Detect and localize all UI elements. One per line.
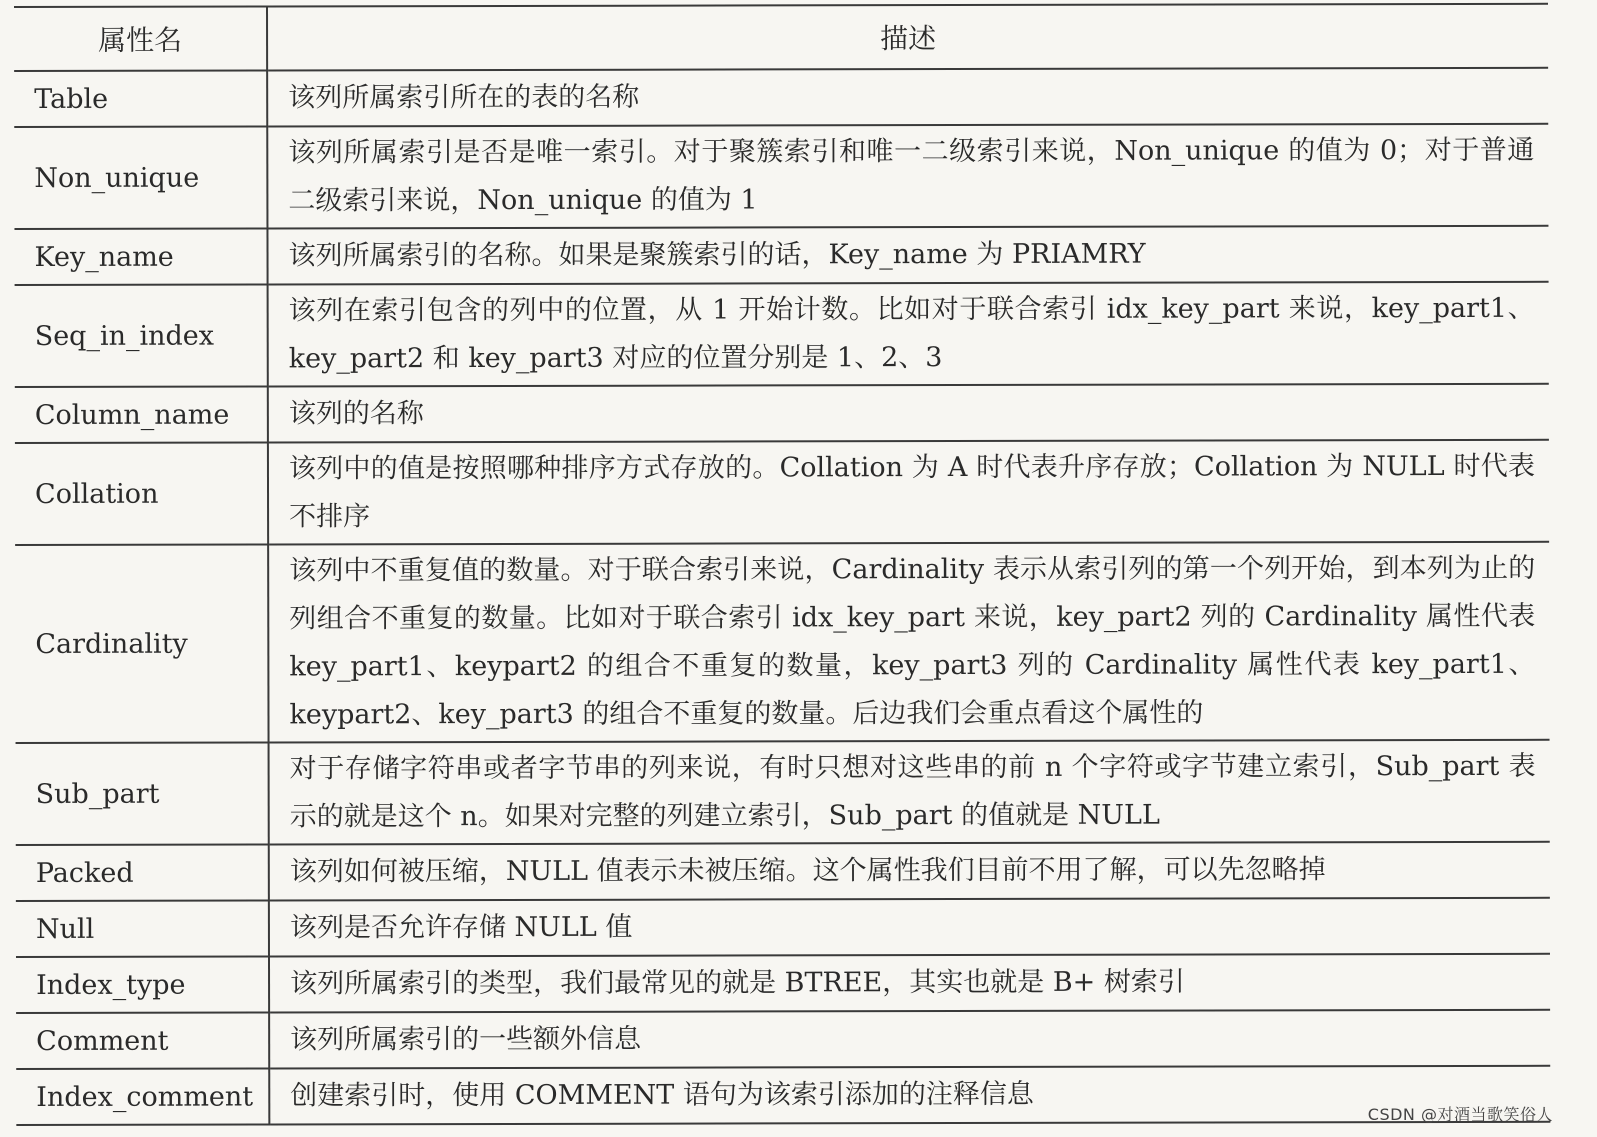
attribute-name: Packed xyxy=(16,844,269,901)
table-row xyxy=(15,542,1549,743)
table-row xyxy=(15,440,1549,545)
csdn-watermark: CSDN @对酒当歌笑俗人 xyxy=(1367,1105,1553,1124)
attribute-table xyxy=(14,3,1550,1126)
attribute-name: Column_name xyxy=(15,386,268,443)
table-row xyxy=(14,124,1548,229)
attribute-name: Table xyxy=(14,70,267,127)
table-row xyxy=(16,898,1550,957)
table-row xyxy=(16,740,1550,845)
table-row xyxy=(14,68,1548,127)
table-row xyxy=(15,282,1549,387)
attribute-name: Cardinality xyxy=(15,544,268,743)
attribute-name: Index_comment xyxy=(16,1068,269,1125)
table-row xyxy=(15,384,1549,443)
attribute-description: 该列在索引包含的列中的位置，从 1 开始计数。比如对于联合索引 idx_key_part 来说，key_part1、key_part2 和 key_part3 对应的位置分别是 1、2、3 xyxy=(268,282,1549,387)
attribute-description: 该列是否允许存储 NULL 值 xyxy=(269,898,1550,957)
table-row xyxy=(16,1010,1550,1069)
table-header-row xyxy=(14,4,1548,71)
attribute-name: Index_type xyxy=(16,956,269,1013)
attribute-name: Comment xyxy=(16,1012,269,1069)
attribute-description: 对于存储字符串或者字节串的列来说，有时只想对这些串的前 n 个字符或字节建立索引，Sub_part 表示的就是这个 n。如果对完整的列建立索引，Sub_part 的值就是 NULL xyxy=(269,740,1550,845)
attribute-name: Seq_in_index xyxy=(15,284,268,387)
table-row xyxy=(16,954,1550,1013)
attribute-name: Collation xyxy=(15,442,268,545)
attribute-description: 该列中不重复值的数量。对于联合索引来说，Cardinality 表示从索引列的第一个列开始，到本列为止的列组合不重复的数量。比如对于联合索引 idx_key_part 来说，key_part2 列的 Cardinality 属性代表 key_part1、keypart2 的组合不重复的数量，key_part3 列的 Cardinality 属性代表 key_part1、keypart2、key_part3 的组合不重复的数量。后边我们会重点看这个属性的 xyxy=(268,542,1549,743)
attribute-name: Key_name xyxy=(14,228,267,285)
attribute-description: 该列所属索引是否是唯一索引。对于聚簇索引和唯一二级索引来说，Non_unique 的值为 0；对于普通二级索引来说，Non_unique 的值为 1 xyxy=(267,124,1548,229)
attribute-description: 创建索引时，使用 COMMENT 语句为该索引添加的注释信息 xyxy=(269,1066,1550,1125)
attribute-description: 该列所属索引的类型，我们最常见的就是 BTREE，其实也就是 B+ 树索引 xyxy=(269,954,1550,1013)
attribute-description: 该列的名称 xyxy=(268,384,1549,443)
attribute-name: Null xyxy=(16,900,269,957)
attribute-name: Non_unique xyxy=(14,126,267,229)
attribute-description: 该列所属索引的一些额外信息 xyxy=(269,1010,1550,1069)
attribute-description: 该列如何被压缩，NULL 值表示未被压缩。这个属性我们目前不用了解，可以先忽略掉 xyxy=(269,842,1550,901)
table-row xyxy=(16,1066,1550,1125)
attribute-description: 该列所属索引的名称。如果是聚簇索引的话，Key_name 为 PRIAMRY xyxy=(267,226,1548,285)
attribute-description: 该列所属索引所在的表的名称 xyxy=(267,68,1548,127)
table-row xyxy=(16,842,1550,901)
attribute-description: 该列中的值是按照哪种排序方式存放的。Collation 为 A 时代表升序存放；Collation 为 NULL 时代表不排序 xyxy=(268,440,1549,545)
table-row xyxy=(14,226,1548,285)
attribute-name: Sub_part xyxy=(16,742,269,845)
header-description: 描述 xyxy=(267,4,1548,71)
header-attribute-name: 属性名 xyxy=(14,6,267,71)
